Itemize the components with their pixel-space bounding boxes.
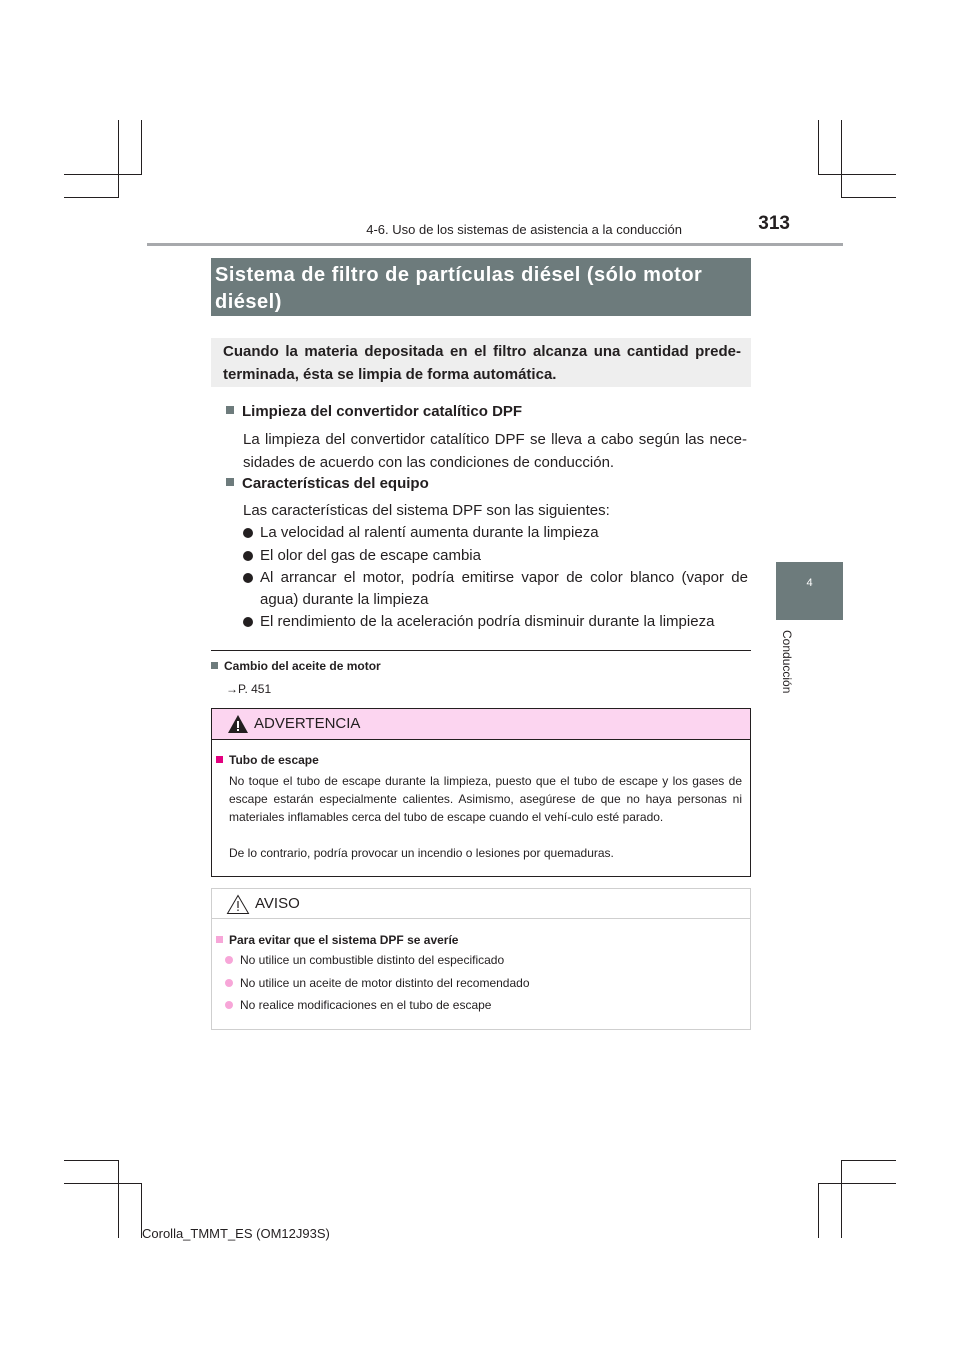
bullet-icon [243, 528, 253, 538]
chapter-number: 4 [806, 577, 813, 589]
bullet-icon [225, 956, 233, 964]
list-item: No realice modificaciones en el tubo de escape [224, 998, 491, 1012]
chapter-name: Conducción [780, 630, 794, 694]
subsection-heading: Limpieza del convertidor catalítico DPF [226, 403, 522, 420]
section-title-box [211, 258, 751, 316]
notice-label: AVISO [255, 895, 300, 912]
footer-doc-id: Corolla_TMMT_ES (OM12J93S) [142, 1226, 330, 1241]
square-bullet-icon [216, 936, 223, 943]
list-item: No utilice un combustible distinto del especificado [224, 953, 504, 967]
caution-triangle-icon [226, 894, 250, 915]
subsection-heading: Características del equipo [226, 475, 429, 492]
notice-box [211, 888, 751, 1030]
list-item: El rendimiento de la aceleración podría disminuir durante la limpieza [243, 611, 748, 633]
chapter-tab [776, 562, 843, 620]
warning-label: ADVERTENCIA [254, 715, 361, 732]
bullet-icon [225, 979, 233, 987]
note-heading: Cambio del aceite de motor [211, 659, 381, 673]
section-title: Sistema de filtro de partículas diésel (sólo motor diésel) [215, 264, 703, 313]
warning-subheading: Tubo de escape [216, 753, 319, 767]
intro-text: Cuando la materia depositada en el filtro alcanza una cantidad prede-terminada, ésta se limpia de forma automática. [223, 343, 741, 383]
list-item: La velocidad al ralentí aumenta durante la limpieza [243, 522, 748, 544]
list-item: Al arrancar el motor, podría emitirse vapor de color blanco (vapor de agua) durante la limpieza [243, 567, 748, 611]
bullet-icon [243, 551, 253, 561]
notice-header [212, 889, 750, 919]
intro-box [211, 338, 751, 387]
warning-consequence: De lo contrario, podría provocar un incendio o lesiones por quemaduras. [229, 846, 614, 860]
bullet-icon [225, 1001, 233, 1009]
subsection-body: Las características del sistema DPF son las siguientes: [243, 502, 610, 519]
warning-header [212, 709, 750, 740]
divider [211, 650, 751, 651]
bullet-icon [243, 573, 253, 583]
page-number: 313 [758, 213, 790, 234]
section-label: 4-6. Uso de los sistemas de asistencia a la conducción [366, 222, 682, 237]
bullet-icon [243, 617, 253, 627]
warning-triangle-icon [227, 714, 249, 734]
square-bullet-icon [226, 406, 234, 414]
header-rule [147, 243, 843, 246]
warning-box [211, 708, 751, 877]
list-item: El olor del gas de escape cambia [243, 545, 748, 567]
list-item: No utilice un aceite de motor distinto del recomendado [224, 976, 530, 990]
square-bullet-icon [211, 662, 218, 669]
page-reference: →P. 451 [226, 682, 272, 696]
square-bullet-icon [216, 756, 223, 763]
square-bullet-icon [226, 478, 234, 486]
warning-body: No toque el tubo de escape durante la limpieza, puesto que el tubo de escape y los gases de escape estarán especialmente calientes. Asimismo, asegúrese de que no haya personas ni materiales inflamables cerca del tubo de escape cuando el vehí-culo esté parado. [229, 774, 742, 824]
notice-subheading: Para evitar que el sistema DPF se averíe [216, 933, 458, 947]
subsection-body: La limpieza del convertidor catalítico DPF se lleva a cabo según las nece-sidades de acuerdo con las condiciones de conducción. [243, 431, 747, 471]
